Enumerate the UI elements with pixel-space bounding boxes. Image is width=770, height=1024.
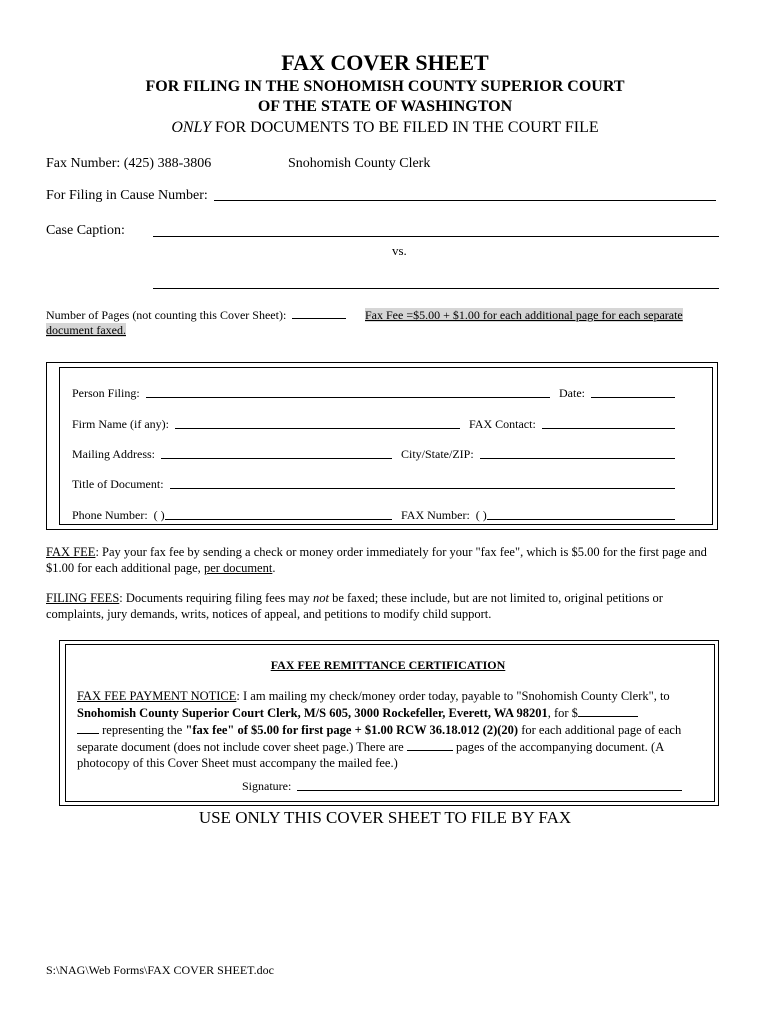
filing-fees-label: FILING FEES — [46, 591, 120, 605]
fee-rate-text: "fax fee" of $5.00 for first page + $1.00 RCW 36.18.012 (2)(20) — [185, 723, 519, 737]
signature-field[interactable] — [297, 789, 682, 791]
per-document: per document — [203, 561, 273, 575]
footer-notice: USE ONLY THIS COVER SHEET TO FILE BY FAX — [198, 808, 572, 827]
pages-row — [46, 308, 346, 323]
filing-fees-paragraph: FILING FEES: Documents requiring filing fees may not be faxed; these include, but are not limited to, original petitions or complaints, jury demands, writs, notices of appeal, and petitions to modify child support. — [46, 591, 663, 621]
signature-label: Signature: — [242, 779, 292, 793]
only-word: ONLY — [171, 119, 212, 136]
person-filing-row — [72, 386, 554, 401]
vs-label: vs. — [392, 243, 407, 258]
subtitle-only — [0, 119, 770, 137]
fax-number-field[interactable] — [487, 518, 675, 520]
fax-contact-label: FAX Contact: — [469, 417, 536, 431]
amount-field[interactable] — [578, 704, 638, 717]
amount-cents-field[interactable] — [77, 721, 99, 734]
fax-number-row — [401, 508, 679, 523]
phone-area-code[interactable]: ( ) — [153, 508, 165, 522]
pages-field[interactable] — [292, 318, 346, 319]
city-state-zip-field[interactable] — [480, 457, 675, 459]
fax-contact-field[interactable] — [542, 427, 675, 429]
fax-number-label: Fax Number: (425) 388-3806 — [46, 156, 212, 171]
certification-text: FAX FEE PAYMENT NOTICE: I am mailing my check/money order today, payable to "Snohomish County Clerk", to Snohomish County Superior Court Clerk, M/S 605, 3000 Rockefeller, Everett, WA 98201, for $ representing the "fax fee" of $5.00 for first page + $1.00 RCW 36.18.012 (2)(20) for each additional page of each separate document (does not include cover sheet page.) There are pages of the accompanying document. (A photocopy of this Cover Sheet must accompany the mailed fee.) — [77, 689, 682, 770]
case-caption-field-2[interactable] — [153, 288, 719, 289]
subtitle-state: OF THE STATE OF WASHINGTON — [257, 98, 513, 115]
fax-fee-paragraph: FAX FEE: Pay your fax fee by sending a check or money order immediately for your "fax fee", which is $5.00 for the first page and $1.00 for each additional page, per document. — [46, 545, 707, 575]
firm-name-label: Firm Name (if any): — [72, 417, 169, 431]
person-filing-label: Person Filing: — [72, 386, 140, 400]
page-count-field[interactable] — [407, 738, 453, 751]
phone-number-field[interactable] — [165, 518, 392, 520]
firm-name-field[interactable] — [175, 427, 460, 429]
person-filing-field[interactable] — [146, 396, 550, 398]
fax-fee-label: FAX FEE — [46, 545, 96, 559]
fee-note-line1: Fax Fee =$5.00 + $1.00 for each additional page for each separate — [365, 308, 683, 322]
certification-title: FAX FEE REMITTANCE CERTIFICATION — [270, 658, 506, 672]
subtitle-court: FOR FILING IN THE SNOHOMISH COUNTY SUPERIOR COURT — [145, 78, 625, 95]
date-label: Date: — [559, 386, 585, 400]
fee-note-line2: document faxed. — [46, 323, 126, 337]
mailing-address-label: Mailing Address: — [72, 447, 155, 461]
payment-notice-label: FAX FEE PAYMENT NOTICE — [77, 689, 237, 703]
case-caption-label: Case Caption: — [46, 223, 125, 238]
file-path: S:\NAG\Web Forms\FAX COVER SHEET.doc — [46, 963, 274, 977]
fax-area-code[interactable]: ( ) — [475, 508, 487, 522]
city-state-zip-label: City/State/ZIP: — [401, 447, 474, 461]
clerk-label: Snohomish County Clerk — [288, 156, 431, 171]
fax-contact-row — [469, 417, 679, 432]
title-of-document-field[interactable] — [170, 487, 675, 489]
only-rest: FOR DOCUMENTS TO BE FILED IN THE COURT FILE — [211, 119, 599, 136]
phone-number-row — [72, 508, 396, 523]
date-field[interactable] — [591, 396, 675, 398]
page-title: FAX COVER SHEET — [281, 50, 489, 75]
date-row — [559, 386, 679, 401]
fax-number-box-label: FAX Number: — [401, 508, 470, 522]
firm-name-row — [72, 417, 464, 432]
phone-number-label: Phone Number: — [72, 508, 148, 522]
case-caption-field-1[interactable] — [153, 236, 719, 237]
city-state-zip-row — [401, 447, 679, 462]
pages-label: Number of Pages (not counting this Cover Sheet): — [46, 308, 287, 322]
cause-number-field[interactable] — [214, 199, 716, 201]
clerk-address: Snohomish County Superior Court Clerk, M/S 605, 3000 Rockefeller, Everett, WA 98201 — [77, 706, 548, 720]
cause-number-label: For Filing in Cause Number: — [46, 188, 208, 203]
mailing-address-row — [72, 447, 396, 462]
cause-number-row — [46, 188, 720, 204]
mailing-address-field[interactable] — [161, 457, 392, 459]
signature-row — [242, 779, 686, 794]
title-of-document-label: Title of Document: — [72, 477, 164, 491]
title-of-document-row — [72, 477, 679, 492]
